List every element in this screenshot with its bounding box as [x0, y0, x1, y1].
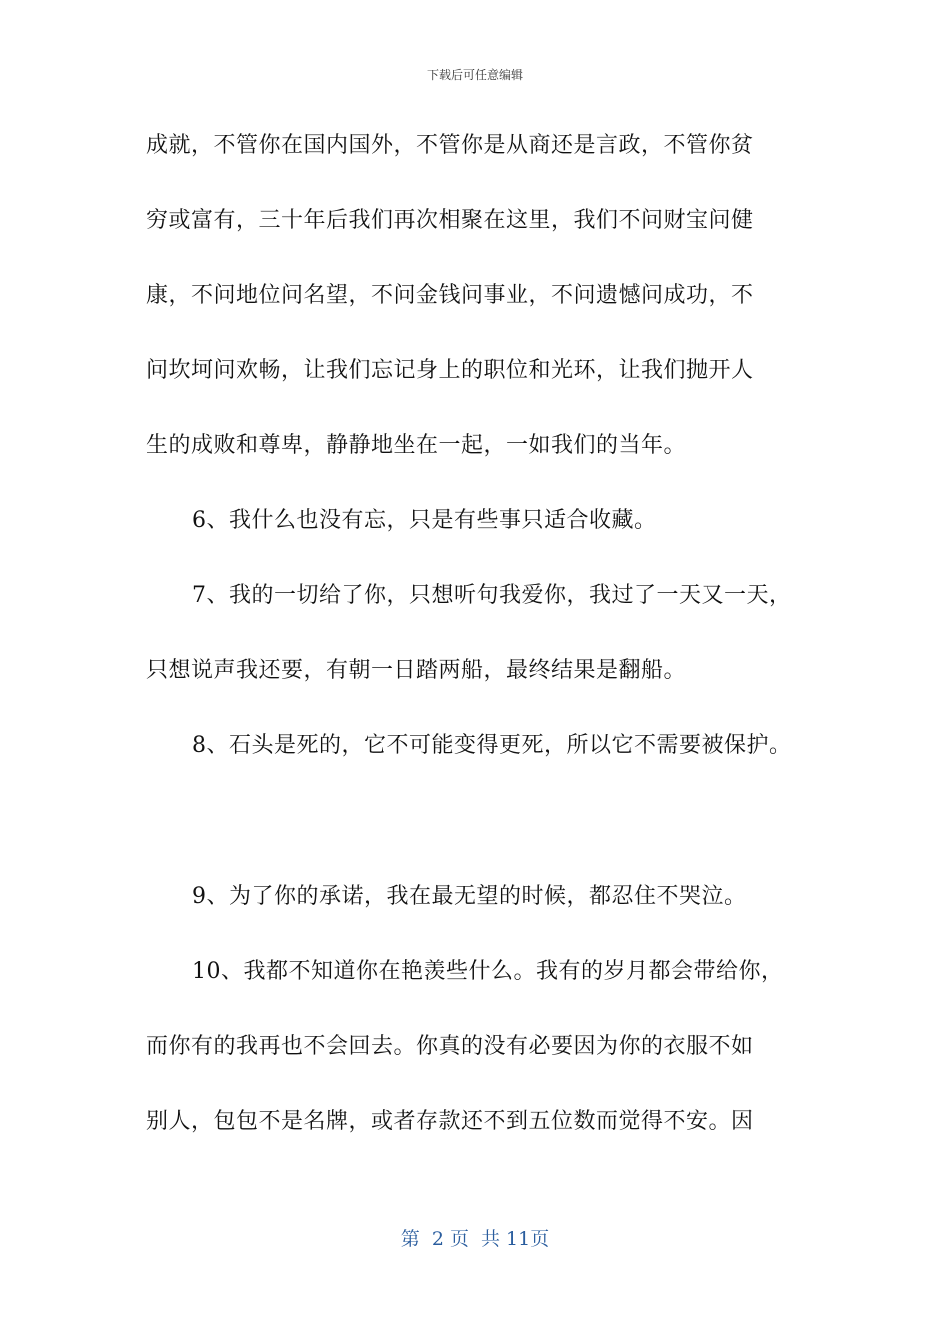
paragraph-9: 9、为了你的承诺，我在最无望的时候，都忍住不哭泣。 [192, 884, 747, 909]
text-line: 问坎坷问欢畅，让我们忘记身上的职位和光环，让我们抛开人 [146, 358, 754, 383]
document-body [146, 127, 826, 1178]
page-number: 第 2 页 共 11页 [400, 1228, 550, 1250]
text-line: 成就，不管你在国内国外，不管你是从商还是言政，不管你贫 [146, 133, 754, 158]
paragraph-8: 8、石头是死的，它不可能变得更死，所以它不需要被保护。 [192, 733, 792, 758]
text-line: 别人，包包不是名牌，或者存款还不到五位数而觉得不安。因 [146, 1109, 754, 1134]
paragraph-10: 10、我都不知道你在艳羡些什么。我有的岁月都会带给你， [192, 959, 784, 984]
text-line: 穷或富有，三十年后我们再次相聚在这里，我们不问财宝问健 [146, 208, 754, 233]
paragraph-6: 6、我什么也没有忘，只是有些事只适合收藏。 [192, 508, 657, 533]
paragraph-7: 7、我的一切给了你，只想听句我爱你，我过了一天又一天， [192, 583, 792, 608]
paragraph-gap [146, 802, 826, 878]
text-line: 生的成败和尊卑，静静地坐在一起，一如我们的当年。 [146, 433, 687, 458]
text-line: 而你有的我再也不会回去。你真的没有必要因为你的衣服不如 [146, 1034, 754, 1059]
text-line: 康，不问地位问名望，不问金钱问事业，不问遗憾问成功，不 [146, 283, 754, 308]
page-header-note: 下载后可任意编辑 [426, 68, 523, 82]
text-line: 只想说声我还要，有朝一日踏两船，最终结果是翻船。 [146, 658, 687, 683]
